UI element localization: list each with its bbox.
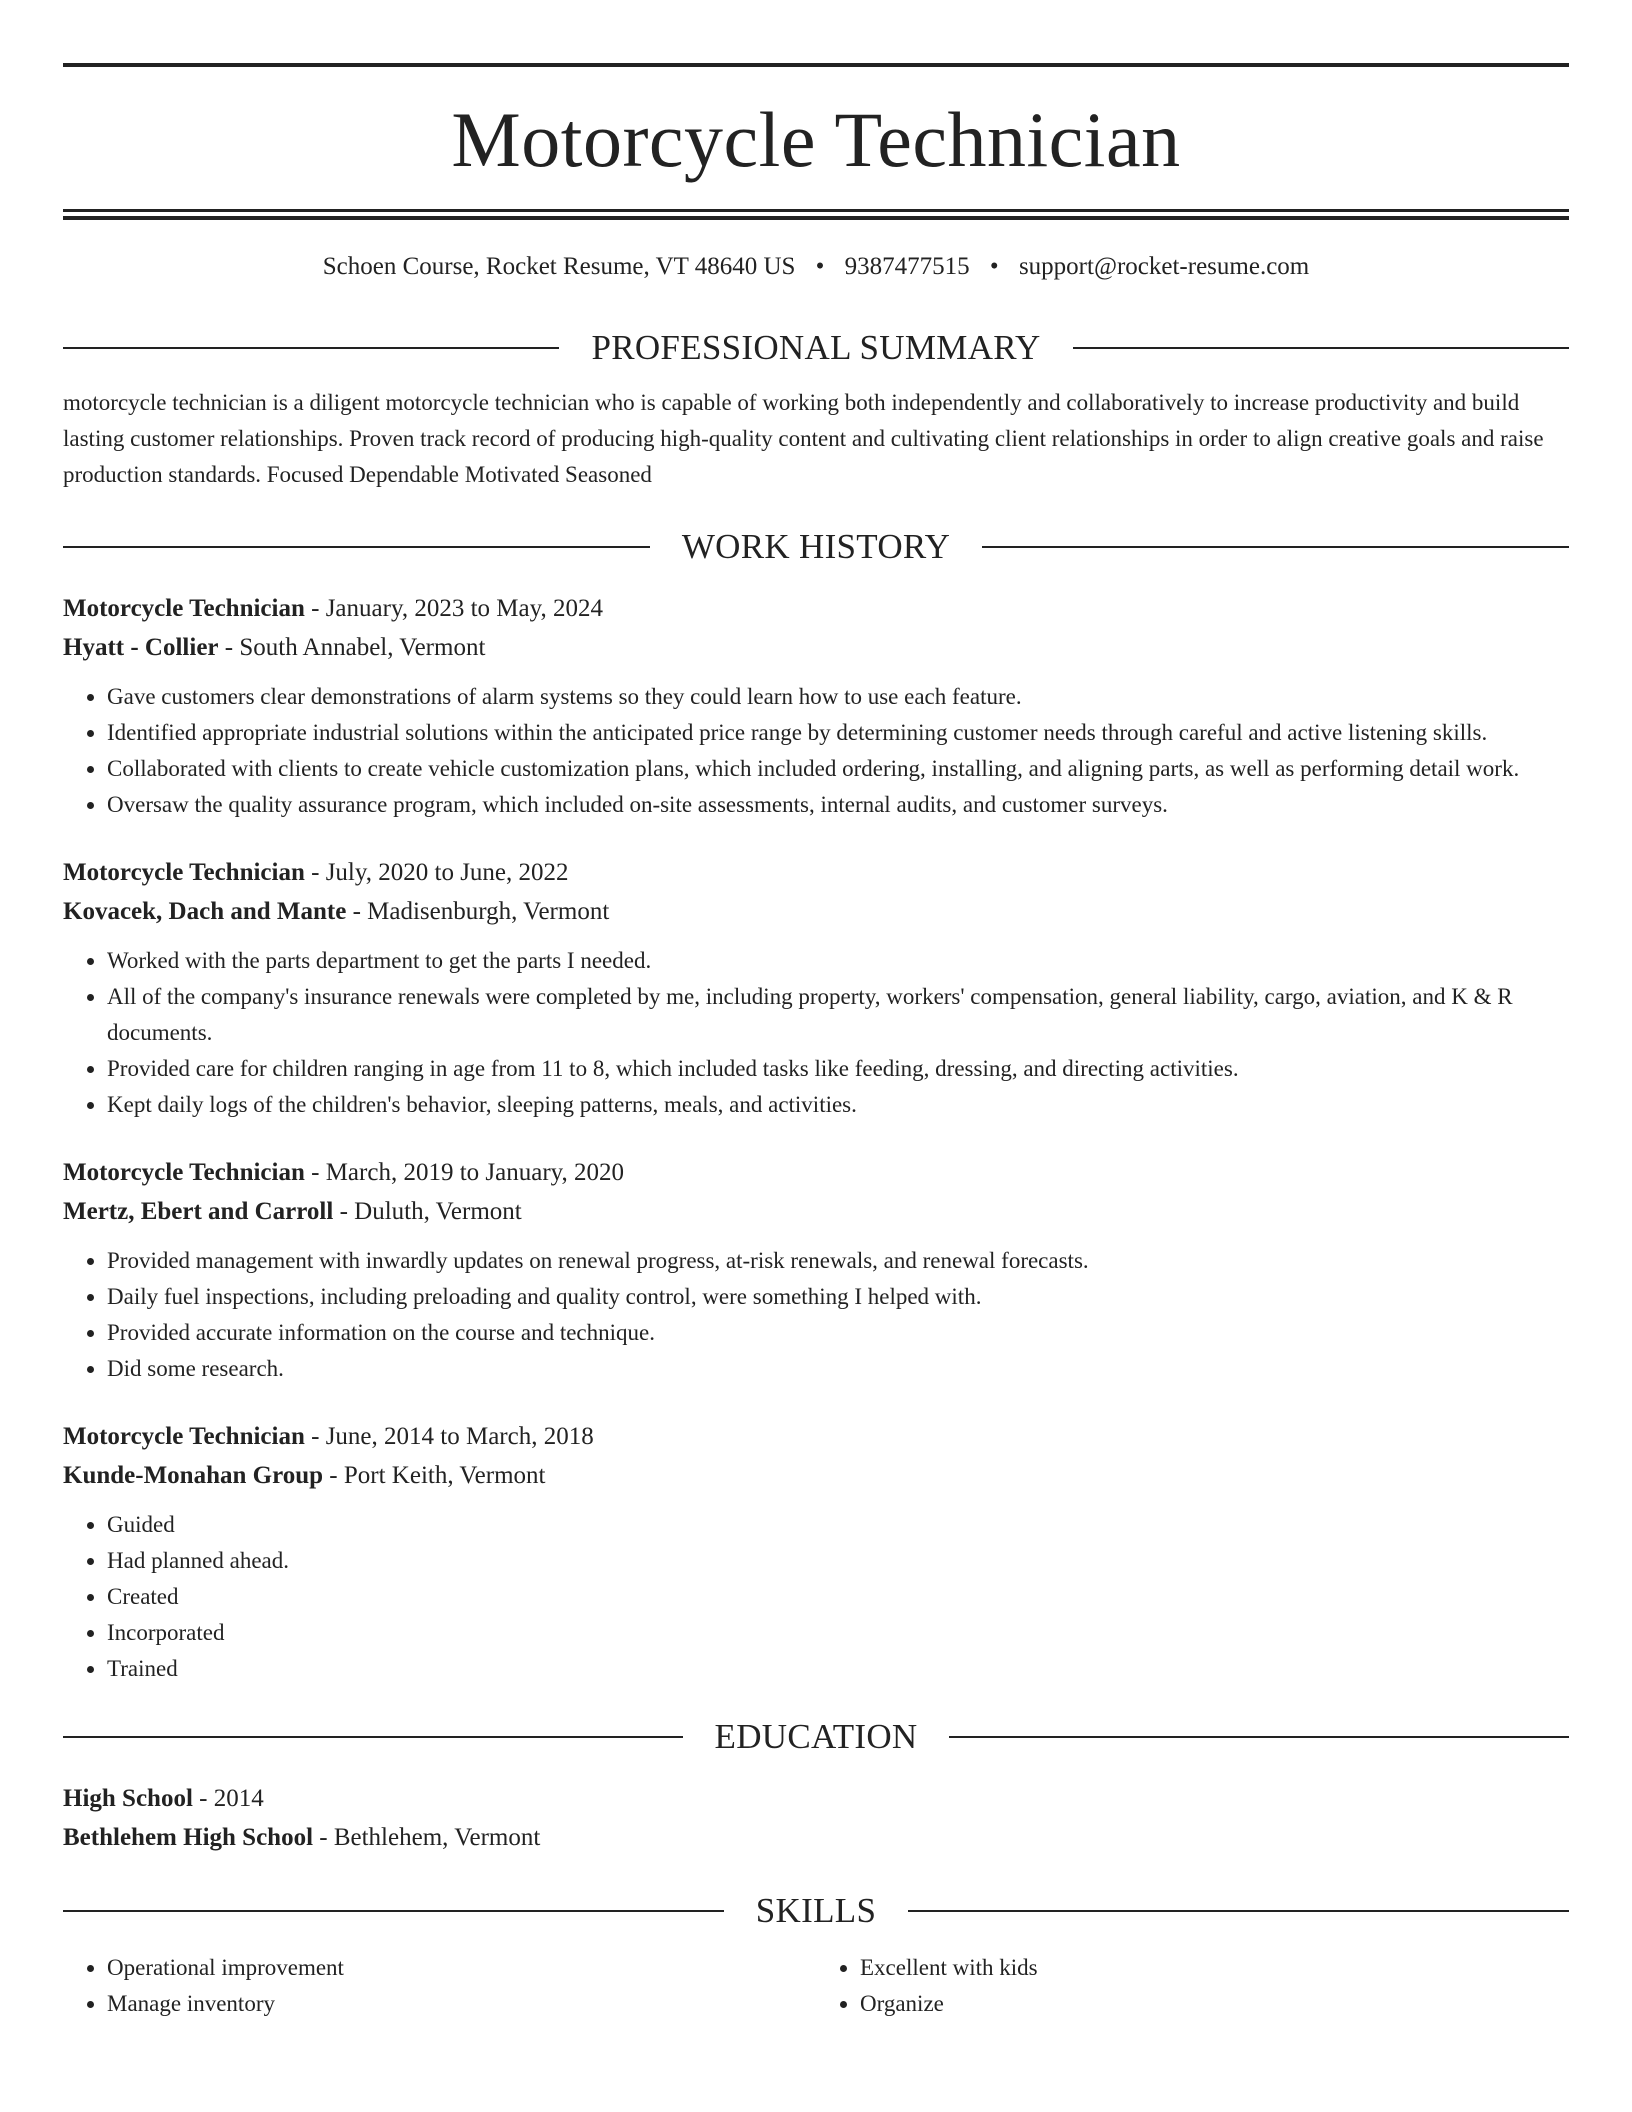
- top-rule: [63, 63, 1569, 67]
- job-dates: - March, 2019 to January, 2020: [304, 1159, 625, 1186]
- job-title-line: [63, 1417, 1569, 1456]
- list-item: • Organize: [860, 1986, 1569, 2022]
- skills-section-header: [63, 1893, 1569, 1928]
- job-entry: [63, 853, 1569, 1123]
- contact-line: [63, 254, 1569, 279]
- section-rule-right: [982, 546, 1569, 548]
- degree: High School: [63, 1785, 193, 1812]
- job-company-line: [63, 892, 1569, 931]
- job-bullets: [63, 679, 1569, 823]
- job-company: Kunde-Monahan Group: [63, 1462, 324, 1489]
- title-double-rule: [63, 209, 1569, 220]
- list-item: • Provided accurate information on the course and technique.: [107, 1315, 1569, 1351]
- list-item: • Identified appropriate industrial solutions within the anticipated price range by determining customer needs through careful and active listening skills.: [107, 715, 1569, 751]
- school-line: [63, 1818, 1569, 1857]
- list-item: • Provided care for children ranging in age from 11 to 8, which included tasks like feeding, dressing, and directing activities.: [107, 1051, 1569, 1087]
- job-title: Motorcycle Technician: [63, 1423, 305, 1450]
- section-rule-left: [63, 546, 650, 548]
- job-company-line: [63, 1456, 1569, 1495]
- job-dates: - June, 2014 to March, 2018: [304, 1423, 594, 1450]
- job-title-line: [63, 589, 1569, 628]
- education-section-header: [63, 1719, 1569, 1754]
- list-item: • Oversaw the quality assurance program, which included on-site assessments, internal audits, and customer surveys.: [107, 787, 1569, 823]
- summary-text: motorcycle technician is a diligent motorcycle technician who is capable of working both independently and collaboratively to increase productivity and build lasting customer relationships. Proven track record of producing high-quality content and cultivating client relationships in order to align creative goals and raise production standards. Focused Dependable Motivated Seasoned: [63, 390, 1544, 487]
- list-item: • Trained: [107, 1651, 1569, 1687]
- list-item: • Gave customers clear demonstrations of alarm systems so they could learn how to use each feature.: [107, 679, 1569, 715]
- job-title-line: [63, 1153, 1569, 1192]
- list-item: • Operational improvement: [107, 1950, 816, 1986]
- section-rule-left: [63, 1736, 683, 1738]
- summary-section-header: [63, 330, 1569, 365]
- list-item: • Provided management with inwardly updates on renewal progress, at-risk renewals, and renewal forecasts.: [107, 1243, 1569, 1279]
- list-item: • Collaborated with clients to create vehicle customization plans, which included ordering, installing, and aligning parts, as well as performing detail work.: [107, 751, 1569, 787]
- graduation-year: - 2014: [192, 1785, 264, 1812]
- list-item: • Incorporated: [107, 1615, 1569, 1651]
- degree-line: [63, 1779, 1569, 1818]
- section-rule-right: [1073, 347, 1569, 349]
- contact-email[interactable]: support@rocket-resume.com: [1018, 253, 1310, 280]
- skills-column-right: [816, 1950, 1569, 2022]
- contact-separator: •: [989, 253, 999, 280]
- list-item: • Worked with the parts department to get the parts I needed.: [107, 943, 1569, 979]
- section-title: PROFESSIONAL SUMMARY: [591, 328, 1041, 367]
- page-title: Motorcycle Technician: [451, 96, 1181, 183]
- section-rule-left: [63, 347, 559, 349]
- job-bullets: [63, 1507, 1569, 1687]
- work-section-header: [63, 529, 1569, 564]
- job-location: - Port Keith, Vermont: [323, 1462, 546, 1489]
- job-entry: [63, 589, 1569, 823]
- list-item: • Created: [107, 1579, 1569, 1615]
- school-name: Bethlehem High School: [63, 1824, 314, 1851]
- contact-phone[interactable]: 9387477515: [844, 253, 970, 280]
- contact-address: Schoen Course, Rocket Resume, VT 48640 US: [322, 253, 796, 280]
- list-item: • Daily fuel inspections, including preloading and quality control, were something I helped with.: [107, 1279, 1569, 1315]
- list-item: • Manage inventory: [107, 1986, 816, 2022]
- job-location: - South Annabel, Vermont: [218, 634, 486, 661]
- job-dates: - July, 2020 to June, 2022: [304, 859, 569, 886]
- job-dates: - January, 2023 to May, 2024: [304, 595, 603, 622]
- list-item: • Kept daily logs of the children's behavior, sleeping patterns, meals, and activities.: [107, 1087, 1569, 1123]
- section-rule-right: [908, 1910, 1569, 1912]
- section-title: EDUCATION: [714, 1717, 918, 1756]
- job-title-line: [63, 853, 1569, 892]
- education-entry: [63, 1779, 1569, 1857]
- section-title: WORK HISTORY: [681, 527, 951, 566]
- job-title: Motorcycle Technician: [63, 1159, 305, 1186]
- job-entry: [63, 1153, 1569, 1387]
- section-title: SKILLS: [755, 1891, 877, 1930]
- job-location: - Duluth, Vermont: [333, 1198, 522, 1225]
- job-location: - Madisenburgh, Vermont: [346, 898, 610, 925]
- list-item: • Had planned ahead.: [107, 1543, 1569, 1579]
- job-bullets: [63, 943, 1569, 1123]
- contact-separator: •: [815, 253, 825, 280]
- list-item: • Guided: [107, 1507, 1569, 1543]
- job-company: Hyatt - Collier: [63, 634, 219, 661]
- job-company: Mertz, Ebert and Carroll: [63, 1198, 334, 1225]
- list-item: • Did some research.: [107, 1351, 1569, 1387]
- job-title: Motorcycle Technician: [63, 595, 305, 622]
- section-rule-right: [949, 1736, 1569, 1738]
- job-title: Motorcycle Technician: [63, 859, 305, 886]
- skills-list: [63, 1950, 1569, 2022]
- list-item: • Excellent with kids: [860, 1950, 1569, 1986]
- list-item: • All of the company's insurance renewals were completed by me, including property, workers' compensation, general liability, cargo, aviation, and K & R documents.: [107, 979, 1569, 1051]
- job-bullets: [63, 1243, 1569, 1387]
- school-location: - Bethlehem, Vermont: [313, 1824, 541, 1851]
- job-entry: [63, 1417, 1569, 1687]
- section-rule-left: [63, 1910, 724, 1912]
- job-company-line: [63, 1192, 1569, 1231]
- job-company-line: [63, 628, 1569, 667]
- skills-column-left: [63, 1950, 816, 2022]
- job-company: Kovacek, Dach and Mante: [63, 898, 347, 925]
